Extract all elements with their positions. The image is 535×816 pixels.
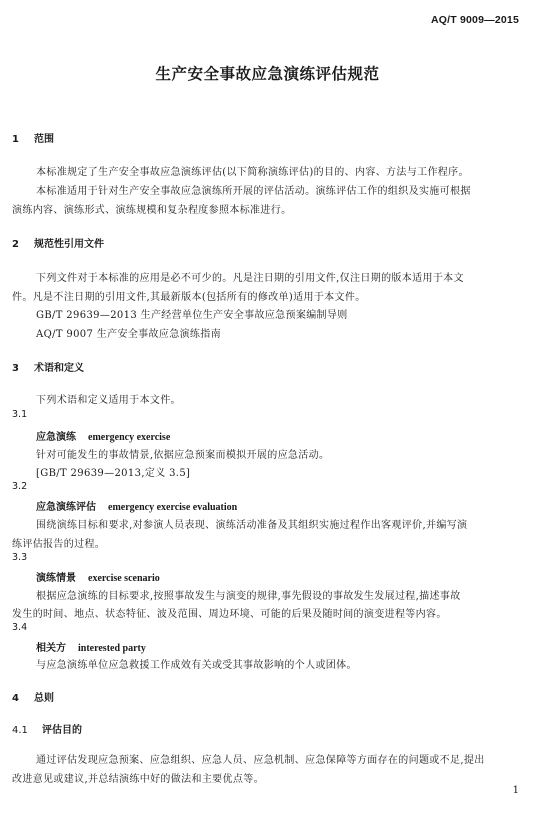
term-definition: 围绕演练目标和要求,对参演人员表现、演练活动准备及其组织实施过程作出客观评价,并编写演 [36,520,468,531]
section-1-heading [12,130,54,145]
section-number: 1 [12,134,19,145]
section-2-heading [12,235,104,250]
reference-item: AQ/T 9007 生产安全事故应急演练指南 [36,329,221,340]
term-english: emergency exercise evaluation [108,502,238,513]
standard-code: AQ/T 9009—2015 [430,14,519,26]
section-title: 规范性引用文件 [34,239,104,250]
term-heading [36,428,170,443]
section-title: 范围 [34,134,54,145]
term-chinese: 应急演练评估 [36,502,96,513]
term-heading [36,639,146,654]
term-number: 3.3 [12,552,28,563]
term-number: 3.1 [12,409,28,420]
section-3-heading [12,359,84,374]
paragraph: 本标准适用于针对生产安全事故应急演练所开展的评估活动。演练评估工作的组织及实施可根据 [36,186,471,197]
subsection-number: 4.1 [12,725,28,736]
term-english: exercise scenario [88,573,160,584]
term-english: interested party [78,643,146,654]
term-chinese: 应急演练 [36,432,76,443]
subsection-heading [12,721,82,736]
paragraph: 本标准规定了生产安全事故应急演练评估(以下简称演练评估)的目的、内容、方法与工作程序。 [36,167,469,178]
term-definition: 与应急演练单位应急救援工作成效有关或受其事故影响的个人或团体。 [36,660,357,671]
term-english: emergency exercise [88,432,171,443]
section-4-heading [12,689,54,704]
paragraph: 下列术语和定义适用于本文件。 [36,395,181,406]
section-number: 4 [12,693,19,704]
reference-item: GB/T 29639—2013 生产经营单位生产安全事故应急预案编制导则 [36,310,348,321]
term-heading [36,498,237,513]
term-chinese: 相关方 [36,643,66,654]
term-number: 3.2 [12,481,28,492]
paragraph-continuation: 改进意见或建议,并总结演练中好的做法和主要优点等。 [12,774,264,785]
paragraph-continuation: 演练内容、演练形式、演练规模和复杂程度参照本标准进行。 [12,205,292,216]
paragraph-continuation: 件。凡是不注日期的引用文件,其最新版本(包括所有的修改单)适用于本文件。 [12,292,366,303]
section-title: 总则 [34,693,54,704]
section-number: 2 [12,239,19,250]
term-chinese: 演练情景 [36,573,76,584]
subsection-title: 评估目的 [42,725,82,736]
term-definition: 根据应急演练的目标要求,按照事故发生与演变的规律,事先假设的事故发生发展过程,描述事故 [36,591,461,602]
paragraph: 通过评估发现应急预案、应急组织、应急人员、应急机制、应急保障等方面存在的问题或不足,提出 [36,755,485,766]
document-title: 生产安全事故应急演练评估规范 [155,65,380,83]
term-definition: 针对可能发生的事故情景,依据应急预案而模拟开展的应急活动。 [36,450,330,461]
section-title: 术语和定义 [34,363,84,374]
term-definition-continuation: 发生的时间、地点、状态特征、波及范围、周边环境、可能的后果及随时间的演变进程等内容。 [12,609,447,620]
term-definition-continuation: 练评估报告的过程。 [12,539,106,550]
section-number: 3 [12,363,19,374]
page-number: 1 [512,785,519,796]
term-heading [36,569,160,584]
term-number: 3.4 [12,622,28,633]
paragraph: 下列文件对于本标准的应用是必不可少的。凡是注日期的引用文件,仅注日期的版本适用于本文 [36,273,464,284]
term-source: [GB/T 29639—2013,定义 3.5] [36,468,191,479]
